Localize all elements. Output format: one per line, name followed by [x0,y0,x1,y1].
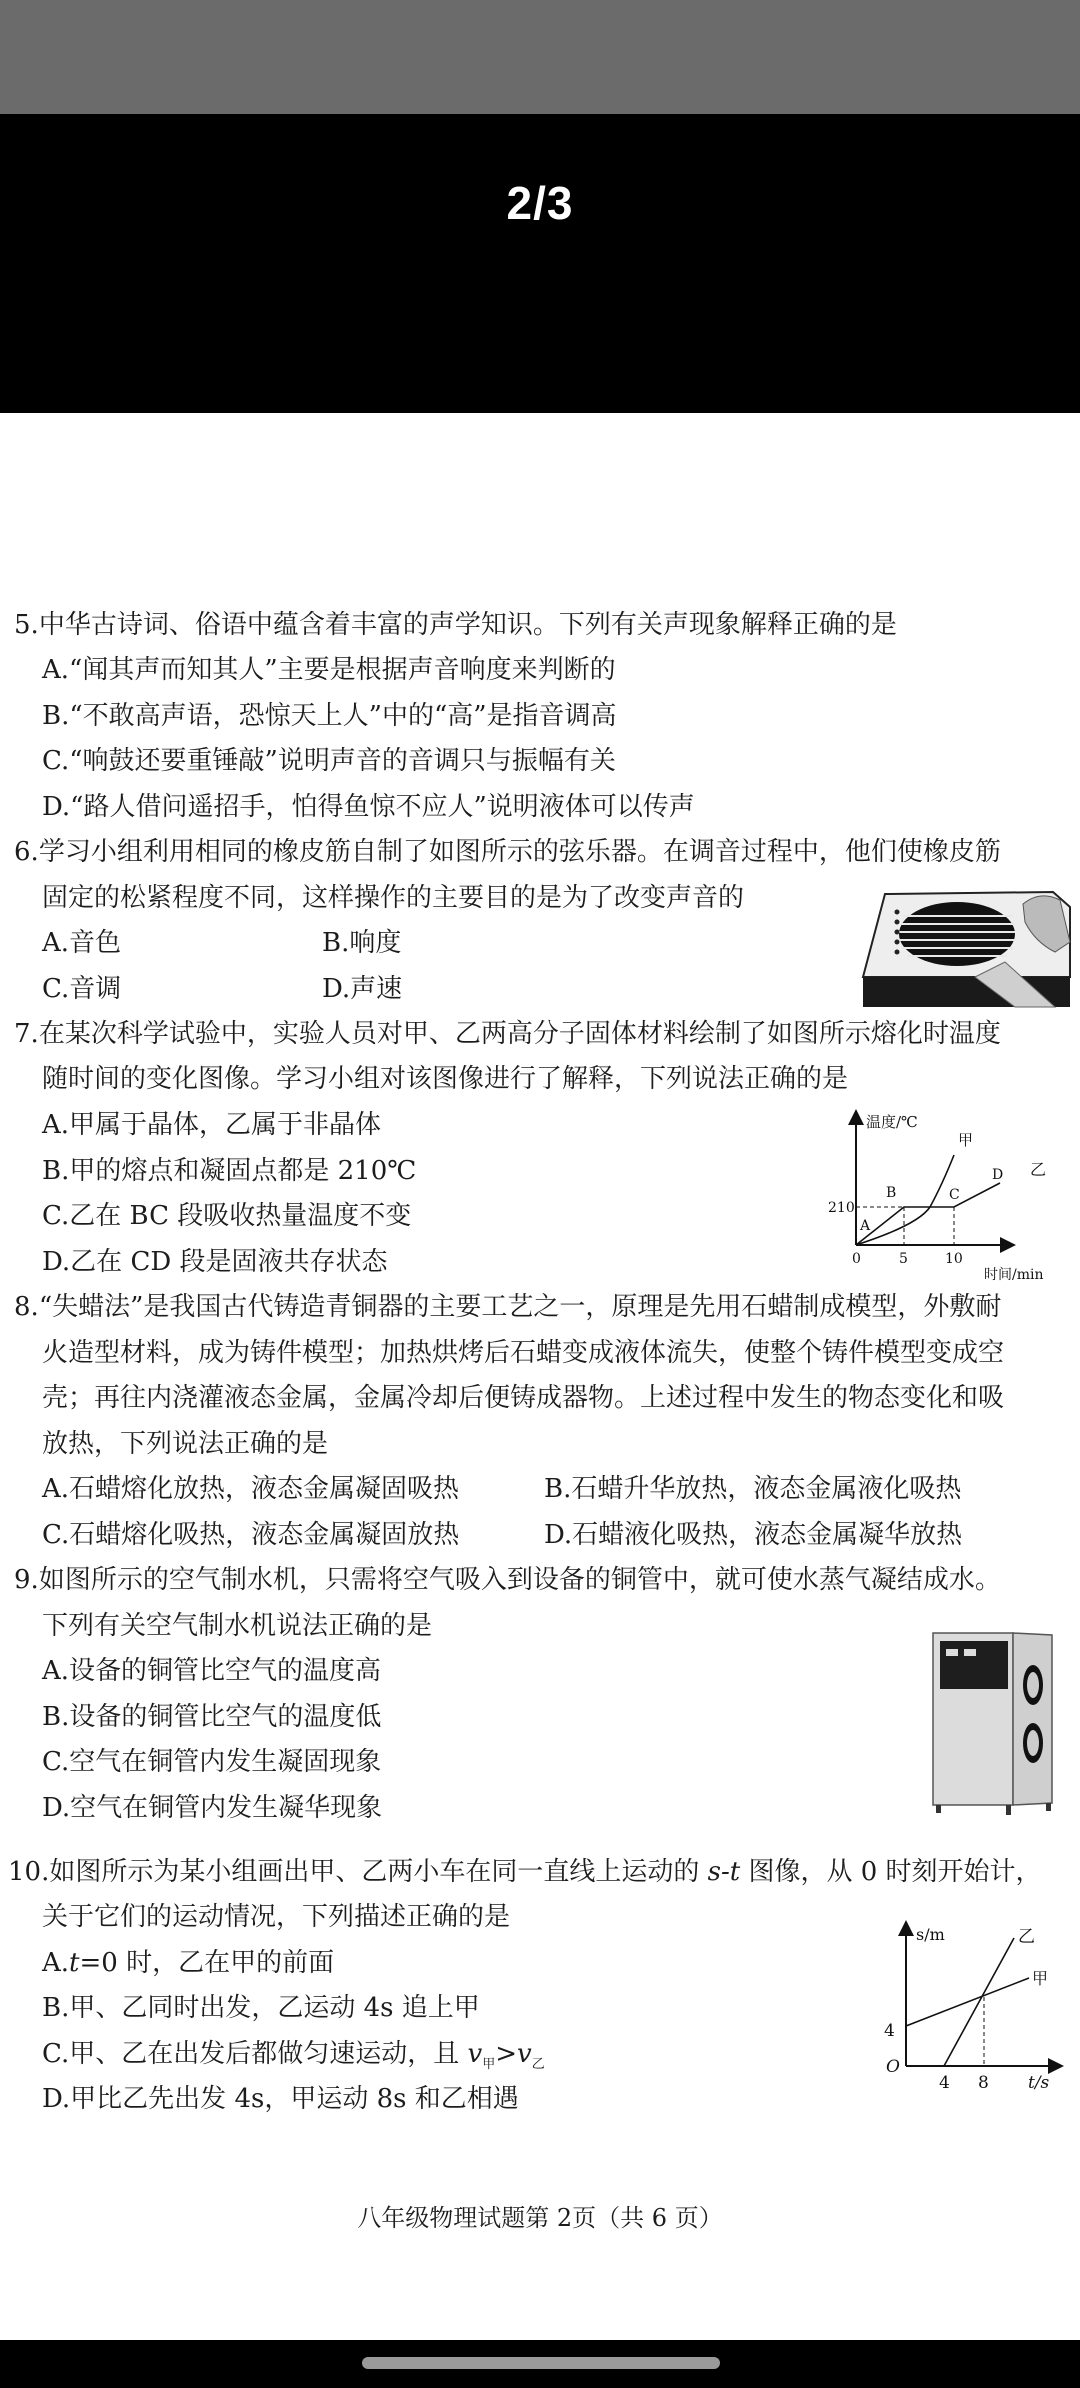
question-7-option-d: D.乙在 CD 段是固液共存状态 [42,1247,388,1277]
question-9-option-a: A.设备的铜管比空气的温度高 [42,1656,382,1686]
question-6-option-a: A.音色 [42,928,122,958]
svg-text:C: C [949,1187,960,1203]
x-axis-label: t/s [1028,2073,1050,2093]
question-text: 图像，从 0 时刻开始计， [740,1857,1042,1887]
question-5-stem [14,608,897,642]
option-text: =0 时，乙在甲的前面 [79,1948,335,1978]
question-8-option-a: A.石蜡熔化放热，液态金属凝固吸热 [42,1474,460,1504]
question-9-stem-line1 [14,1563,1001,1597]
question-6-option-d: D.声速 [322,974,403,1004]
question-9-option-d: D.空气在铜管内发生凝华现象 [42,1793,383,1823]
question-number: 10. [8,1857,50,1887]
question-10-option-d: D.甲比乙先出发 4s，甲运动 8s 和乙相遇 [42,2084,519,2114]
svg-text:乙: 乙 [1030,1160,1047,1179]
page-counter: 2/3 [506,177,574,229]
velocity-subscript: 乙 [531,2057,545,2072]
question-5-option-c: C.“响鼓还要重锤敲”说明声音的音调只与振幅有关 [42,746,616,776]
svg-text:A: A [860,1218,871,1234]
svg-text:D: D [992,1167,1004,1183]
question-8-stem-line4: 放热，下列说法正确的是 [42,1429,329,1459]
question-text: 如图所示的空气制水机，只需将空气吸入到设备的铜管中，就可使水蒸气凝结成水。 [38,1565,1001,1595]
question-7-stem-line1 [14,1017,1001,1051]
svg-text:B: B [886,1185,897,1201]
option-label: A. [42,1948,70,1978]
question-number: 6. [14,837,39,867]
question-6-option-b: B.响度 [322,928,402,958]
question-7-option-b: B.甲的熔点和凝固点都是 210℃ [42,1156,417,1186]
svg-text:4: 4 [884,2021,895,2041]
svg-text:8: 8 [978,2073,989,2093]
question-6-stem-line1 [14,835,1001,869]
rubber-band-instrument-figure [855,882,1075,1010]
home-indicator[interactable] [362,2357,720,2369]
x-axis-label: 时间/min [984,1267,1044,1283]
svg-text:210: 210 [828,1200,855,1216]
question-8-stem-line1 [14,1290,1001,1324]
question-10-option-a [42,1946,334,1980]
page-footer: 八年级物理试题第 2页（共 6 页） [357,2204,723,2232]
t-symbol: t [69,1948,80,1978]
velocity-subscript: 甲 [482,2057,496,2072]
question-9-stem-line2: 下列有关空气制水机说法正确的是 [42,1611,433,1641]
question-number: 7. [14,1019,39,1049]
velocity-symbol: v [467,2039,483,2069]
y-axis-label: s/m [916,1925,945,1944]
question-10-stem-line2: 关于它们的运动情况，下列描述正确的是 [42,1902,511,1932]
svg-text:4: 4 [939,2073,950,2093]
question-text: 中华古诗词、俗语中蕴含着丰富的声学知识。下列有关声现象解释正确的是 [38,610,897,640]
svg-text:5: 5 [899,1251,908,1267]
melting-temperature-chart [808,1105,1078,1285]
option-text: C.甲、乙在出发后都做匀速运动，且 [42,2039,468,2069]
question-9-option-c: C.空气在铜管内发生凝固现象 [42,1747,382,1777]
question-8-option-b: B.石蜡升华放热，液态金属液化吸热 [544,1474,962,1504]
greater-than: > [495,2039,518,2069]
question-5-option-a: A.“闻其声而知其人”主要是根据声音响度来判断的 [42,655,616,685]
question-number: 9. [14,1565,39,1595]
svg-text:甲: 甲 [958,1131,974,1149]
air-water-generator-figure [930,1625,1060,1820]
question-8-option-d: D.石蜡液化吸热，液态金属凝华放热 [544,1520,963,1550]
svg-text:10: 10 [945,1251,963,1267]
question-text: 在某次科学试验中，实验人员对甲、乙两高分子固体材料绘制了如图所示熔化时温度 [38,1019,1001,1049]
question-7-option-a: A.甲属于晶体，乙属于非晶体 [42,1110,382,1140]
s-t-graph-chart [872,1908,1072,2098]
question-8-stem-line2: 火造型材料，成为铸件模型；加热烘烤后石蜡变成液体流失，使整个铸件模型变成空 [42,1338,1005,1368]
question-10-option-c [42,2037,545,2082]
question-6-option-c: C.音调 [42,974,122,1004]
y-axis-label: 温度/℃ [866,1113,918,1131]
svg-text:乙: 乙 [1018,1927,1035,1947]
question-9-option-b: B.设备的铜管比空气的温度低 [42,1702,382,1732]
status-bar-area [0,0,1080,114]
question-5-option-b: B.“不敢高声语，恐惊天上人”中的“高”是指音调高 [42,701,617,731]
question-number: 8. [14,1292,39,1322]
question-10-option-b: B.甲、乙同时出发，乙运动 4s 追上甲 [42,1993,480,2023]
question-6-stem-line2: 固定的松紧程度不同，这样操作的主要目的是为了改变声音的 [42,883,745,913]
velocity-symbol: v [517,2039,532,2069]
question-5-option-d: D.“路人借问遥招手，怕得鱼惊不应人”说明液体可以传声 [42,792,695,822]
svg-text:O: O [886,2057,900,2077]
st-symbol: s-t [707,1857,741,1887]
question-7-option-c: C.乙在 BC 段吸收热量温度不变 [42,1201,412,1231]
question-number: 5. [14,610,39,640]
question-text: “失蜡法”是我国古代铸造青铜器的主要工艺之一，原理是先用石蜡制成模型，外敷耐 [38,1292,1002,1322]
svg-text:甲: 甲 [1032,1969,1049,1988]
question-10-stem-line1 [8,1855,1042,1889]
question-7-stem-line2: 随时间的变化图像。学习小组对该图像进行了解释，下列说法正确的是 [42,1064,849,1094]
svg-text:0: 0 [852,1251,861,1267]
question-8-option-c: C.石蜡熔化吸热，液态金属凝固放热 [42,1520,460,1550]
question-text: 如图所示为某小组画出甲、乙两小车在同一直线上运动的 [49,1857,708,1887]
question-text: 学习小组利用相同的橡皮筋自制了如图所示的弦乐器。在调音过程中，他们使橡皮筋 [38,837,1001,867]
question-8-stem-line3: 壳；再往内浇灌液态金属，金属冷却后便铸成器物。上述过程中发生的物态变化和吸 [42,1383,1005,1413]
viewer-header [0,114,1080,413]
